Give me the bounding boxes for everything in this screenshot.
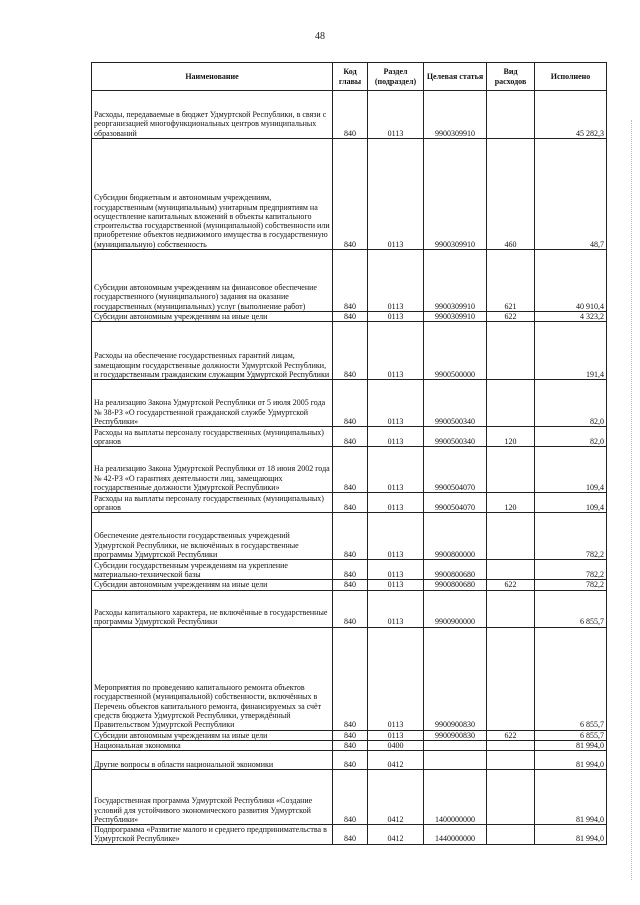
table-row (92, 627, 607, 730)
row-chapter-code: 840 (333, 322, 368, 380)
row-chapter-code: 840 (333, 447, 368, 493)
row-executed-amount: 6 855,7 (535, 590, 607, 627)
row-name: Субсидии автономным учреждениям на иные цели (92, 312, 333, 322)
table-row (92, 770, 607, 825)
row-expense-type (487, 513, 535, 560)
row-section-code: 0412 (368, 770, 424, 825)
table-header-row (92, 63, 607, 91)
table-row (92, 560, 607, 580)
row-article-code: 9900309910 (424, 91, 487, 139)
table-row (92, 447, 607, 493)
row-chapter-code: 840 (333, 590, 368, 627)
row-article-code: 1400000000 (424, 770, 487, 825)
table-row (92, 493, 607, 513)
row-section-code: 0113 (368, 590, 424, 627)
table-row (92, 312, 607, 322)
column-header-article: Целевая статья (424, 63, 487, 91)
row-section-code: 0113 (368, 730, 424, 740)
page-number: 48 (315, 31, 325, 42)
row-name: На реализацию Закона Удмуртской Республики от 18 июня 2002 года № 42-РЗ «О гарантиях деятельности лиц, замещающих государственные должности Удмуртской Республики» (92, 447, 333, 493)
row-section-code: 0113 (368, 312, 424, 322)
row-name: Расходы на выплаты персоналу государственных (муниципальных) органов (92, 427, 333, 447)
row-name: Субсидии автономным учреждениям на иные цели (92, 730, 333, 740)
row-expense-type (487, 447, 535, 493)
row-article-code (424, 740, 487, 750)
row-expense-type (487, 825, 535, 845)
scan-edge-marks (631, 120, 638, 880)
row-expense-type: 621 (487, 250, 535, 312)
row-chapter-code: 840 (333, 493, 368, 513)
row-section-code: 0412 (368, 751, 424, 770)
table-row (92, 730, 607, 740)
row-name: На реализацию Закона Удмуртской Республики от 5 июля 2005 года № 38-РЗ «О государственной гражданской службе Удмуртской Республики» (92, 380, 333, 427)
row-name: Расходы на обеспечение государственных гарантий лицам, замещающим государственные должности Удмуртской Республики, и государственным гражданским служащим Удмуртской Республики (92, 322, 333, 380)
row-article-code: 9900500340 (424, 380, 487, 427)
row-section-code: 0113 (368, 513, 424, 560)
table-row (92, 751, 607, 770)
row-name: Субсидии государственным учреждениям на укрепление материально-технической базы (92, 560, 333, 580)
row-chapter-code: 840 (333, 825, 368, 845)
row-article-code: 9900800680 (424, 560, 487, 580)
row-executed-amount: 782,2 (535, 513, 607, 560)
row-article-code: 9900500000 (424, 322, 487, 380)
row-section-code: 0113 (368, 250, 424, 312)
row-article-code: 9900500340 (424, 427, 487, 447)
row-name: Национальная экономика (92, 740, 333, 750)
row-name: Субсидии бюджетным и автономным учреждениям, государственным (муниципальным) унитарным предприятиям на осуществление капитальных вложений в объекты капитального строительства государственной (муниципальной) собственности или приобретение объектов недвижимого имущества в государственную (муниципальную) собственность (92, 139, 333, 250)
table-row (92, 91, 607, 139)
table-row (92, 513, 607, 560)
row-executed-amount: 81 994,0 (535, 825, 607, 845)
row-article-code: 9900309910 (424, 139, 487, 250)
row-chapter-code: 840 (333, 580, 368, 590)
row-chapter-code: 840 (333, 250, 368, 312)
budget-execution-table (91, 62, 607, 845)
row-expense-type (487, 751, 535, 770)
row-section-code: 0113 (368, 139, 424, 250)
row-section-code: 0113 (368, 427, 424, 447)
row-chapter-code: 840 (333, 560, 368, 580)
row-section-code: 0113 (368, 322, 424, 380)
row-expense-type: 120 (487, 493, 535, 513)
row-chapter-code: 840 (333, 380, 368, 427)
row-expense-type: 622 (487, 730, 535, 740)
row-executed-amount: 81 994,0 (535, 740, 607, 750)
row-article-code: 9900800000 (424, 513, 487, 560)
row-executed-amount: 82,0 (535, 380, 607, 427)
row-chapter-code: 840 (333, 770, 368, 825)
table-row (92, 380, 607, 427)
row-article-code: 9900900000 (424, 590, 487, 627)
table-row (92, 825, 607, 845)
row-section-code: 0113 (368, 380, 424, 427)
column-header-name: Наименование (92, 63, 333, 91)
row-expense-type: 622 (487, 312, 535, 322)
row-expense-type: 622 (487, 580, 535, 590)
table-row (92, 580, 607, 590)
row-name: Мероприятия по проведению капитального ремонта объектов государственной (муниципальной) собственности, включённых в Перечень объектов капитального ремонта, финансируемых за счёт средств бюджета Удмуртской Республики, утверждённый Правительством Удмуртской Республики (92, 627, 333, 730)
row-section-code: 0113 (368, 627, 424, 730)
row-executed-amount: 782,2 (535, 560, 607, 580)
row-chapter-code: 840 (333, 139, 368, 250)
row-chapter-code: 840 (333, 730, 368, 740)
row-chapter-code: 840 (333, 312, 368, 322)
row-executed-amount: 6 855,7 (535, 730, 607, 740)
table-row (92, 427, 607, 447)
row-executed-amount: 82,0 (535, 427, 607, 447)
row-expense-type: 460 (487, 139, 535, 250)
row-article-code: 9900900830 (424, 730, 487, 740)
row-name: Обеспечение деятельности государственных учреждений Удмуртской Республики, не включённых в государственные программы Удмуртской Республики (92, 513, 333, 560)
row-section-code: 0113 (368, 560, 424, 580)
row-executed-amount: 109,4 (535, 447, 607, 493)
row-expense-type (487, 770, 535, 825)
column-header-executed: Исполнено (535, 63, 607, 91)
row-executed-amount: 48,7 (535, 139, 607, 250)
row-executed-amount: 4 323,2 (535, 312, 607, 322)
row-expense-type (487, 560, 535, 580)
row-executed-amount: 191,4 (535, 322, 607, 380)
row-name: Государственная программа Удмуртской Республики «Создание условий для устойчивого экономического развития Удмуртской Республики» (92, 770, 333, 825)
row-section-code: 0400 (368, 740, 424, 750)
row-chapter-code: 840 (333, 427, 368, 447)
column-header-expense-type: Вид расходов (487, 63, 535, 91)
row-executed-amount: 6 855,7 (535, 627, 607, 730)
row-section-code: 0412 (368, 825, 424, 845)
row-expense-type (487, 91, 535, 139)
row-executed-amount: 81 994,0 (535, 770, 607, 825)
row-expense-type (487, 740, 535, 750)
row-article-code (424, 751, 487, 770)
column-header-section: Раздел (подраздел) (368, 63, 424, 91)
row-article-code: 1440000000 (424, 825, 487, 845)
row-name: Расходы на выплаты персоналу государственных (муниципальных) органов (92, 493, 333, 513)
row-name: Другие вопросы в области национальной экономики (92, 751, 333, 770)
row-chapter-code: 840 (333, 91, 368, 139)
row-name: Подпрограмма «Развитие малого и среднего предпринимательства в Удмуртской Республике» (92, 825, 333, 845)
row-article-code: 9900309910 (424, 250, 487, 312)
row-name: Субсидии автономным учреждениям на финансовое обеспечение государственного (муниципального) задания на оказание государственных (муниципальных) услуг (выполнение работ) (92, 250, 333, 312)
row-article-code: 9900309910 (424, 312, 487, 322)
row-executed-amount: 81 994,0 (535, 751, 607, 770)
column-header-chapter: Код главы (333, 63, 368, 91)
table-row (92, 250, 607, 312)
row-executed-amount: 45 282,3 (535, 91, 607, 139)
row-section-code: 0113 (368, 447, 424, 493)
row-expense-type (487, 590, 535, 627)
row-executed-amount: 109,4 (535, 493, 607, 513)
row-chapter-code: 840 (333, 740, 368, 750)
row-section-code: 0113 (368, 91, 424, 139)
table-row (92, 139, 607, 250)
row-chapter-code: 840 (333, 513, 368, 560)
row-name: Расходы, передаваемые в бюджет Удмуртской Республики, в связи с реорганизацией многофункциональных центров муниципальных образований (92, 91, 333, 139)
row-expense-type (487, 322, 535, 380)
row-article-code: 9900504070 (424, 447, 487, 493)
table-row (92, 590, 607, 627)
row-expense-type (487, 627, 535, 730)
row-executed-amount: 782,2 (535, 580, 607, 590)
row-chapter-code: 840 (333, 627, 368, 730)
row-expense-type: 120 (487, 427, 535, 447)
row-article-code: 9900800680 (424, 580, 487, 590)
table-row (92, 322, 607, 380)
row-article-code: 9900504070 (424, 493, 487, 513)
row-section-code: 0113 (368, 580, 424, 590)
row-name: Субсидии автономным учреждениям на иные цели (92, 580, 333, 590)
row-executed-amount: 40 910,4 (535, 250, 607, 312)
row-article-code: 9900900830 (424, 627, 487, 730)
row-name: Расходы капитального характера, не включённые в государственные программы Удмуртской Республики (92, 590, 333, 627)
table-row (92, 740, 607, 750)
row-chapter-code: 840 (333, 751, 368, 770)
row-section-code: 0113 (368, 493, 424, 513)
row-expense-type (487, 380, 535, 427)
